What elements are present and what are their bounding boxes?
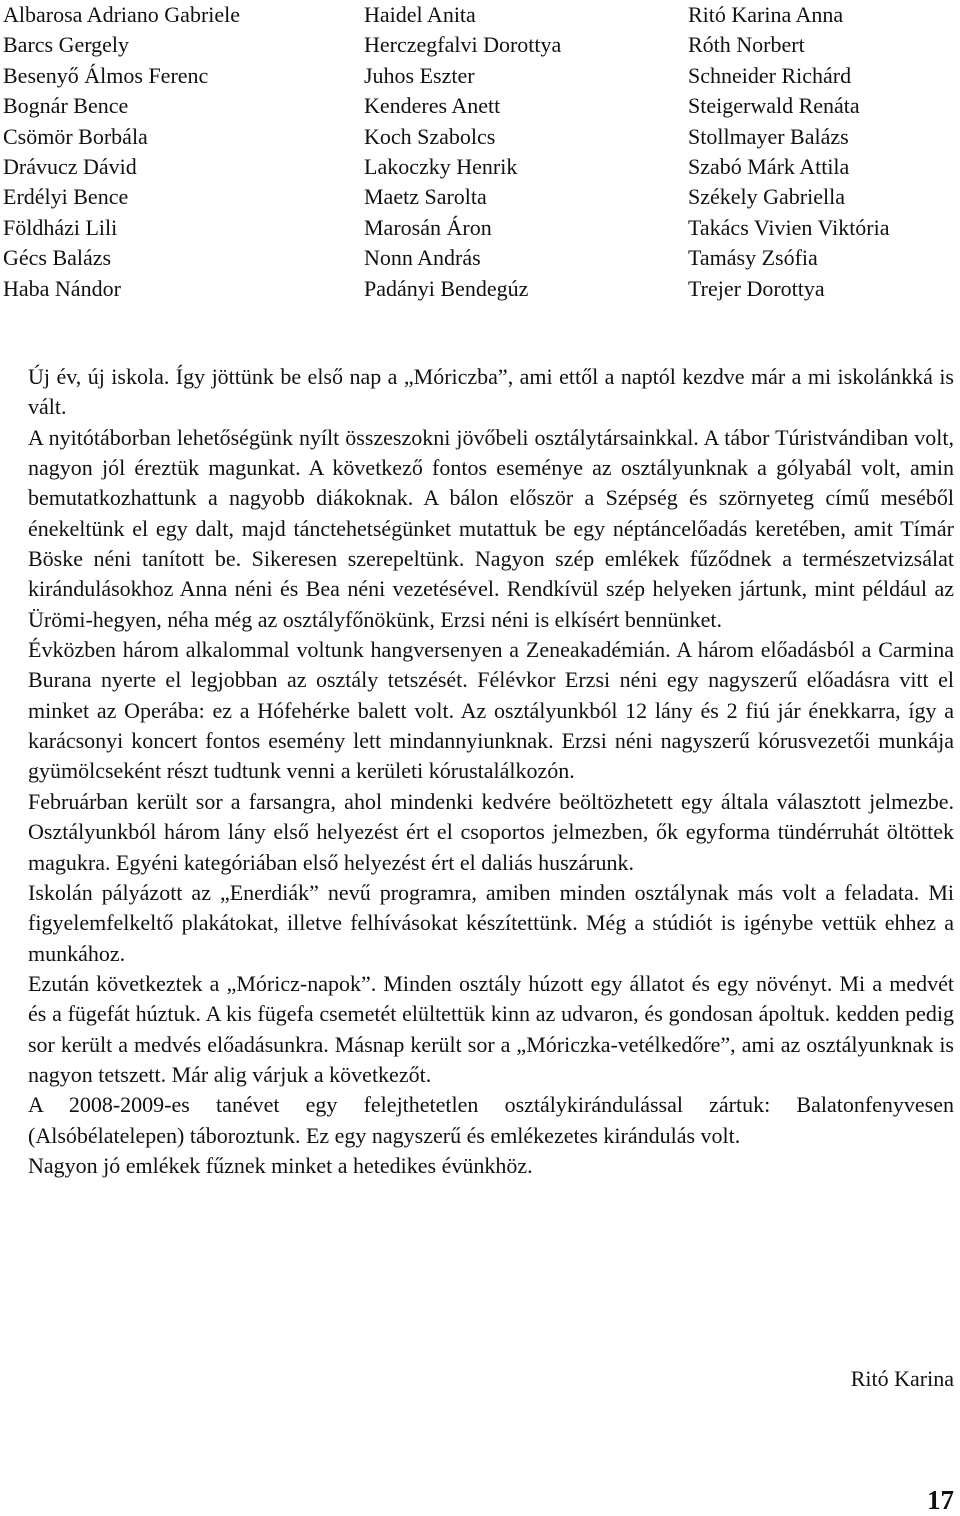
article-body <box>28 362 954 1181</box>
name-column-1 <box>3 0 240 304</box>
student-name: Lakoczky Henrik <box>364 153 518 179</box>
paragraph: Nagyon jó emlékek fűznek minket a hetedikes évünkhöz. <box>28 1152 533 1178</box>
student-name: Tamásy Zsófia <box>688 245 818 271</box>
class-name-list <box>0 0 960 310</box>
student-name: Juhos Eszter <box>364 62 475 88</box>
student-name: Szabó Márk Attila <box>688 153 850 179</box>
student-name: Takács Vivien Viktória <box>688 214 890 240</box>
student-name: Csömör Borbála <box>3 123 148 149</box>
student-name: Maetz Sarolta <box>364 184 487 210</box>
student-name: Steigerwald Renáta <box>688 93 860 119</box>
student-name: Földházi Lili <box>3 214 118 240</box>
student-name: Haba Nándor <box>3 275 121 301</box>
student-name: Schneider Richárd <box>688 62 852 88</box>
paragraph: A 2008-2009-es tanévet egy felejthetetlen osztálykirándulással zártuk: Balatonfenyvesen (Alsóbélatelepen) táboroztunk. Ez egy nagyszerű és emlékezetes kirándulás volt. <box>28 1092 954 1148</box>
name-column-3 <box>688 0 890 304</box>
page-number: 17 <box>927 1485 954 1515</box>
student-name: Erdélyi Bence <box>3 184 129 210</box>
student-name: Herczegfalvi Dorottya <box>364 32 562 58</box>
student-name: Padányi Bendegúz <box>364 275 529 301</box>
student-name: Bognár Bence <box>3 93 129 119</box>
student-name: Kenderes Anett <box>364 93 501 119</box>
student-name: Koch Szabolcs <box>364 123 496 149</box>
student-name: Róth Norbert <box>688 32 805 58</box>
student-name: Drávucz Dávid <box>3 153 137 179</box>
paragraph: Iskolán pályázott az „Enerdiák” nevű programra, amiben minden osztálynak más volt a feladata. Mi figyelemfelkeltő plakátokat, illetve felhívásokat készítettünk. Még a stúdiót is igénybe vettük ehhez a munkához. <box>28 879 954 966</box>
author-signature: Ritó Karina <box>850 1366 954 1391</box>
paragraph: Évközben három alkalommal voltunk hangversenyen a Zeneakadémián. A három előadásból a Carmina Burana nyerte el legjobban az osztály tetszését. Félévkor Erzsi néni egy nagyszerű előadásra vitt el minket az Operába: ez a Hófehérke balett volt. Az osztályunkból 12 lány és 2 fiú jár énekkarra, így a karácsonyi koncert fontos esemény lett mindannyiunknak. Erzsi néni nagyszerű kórusvezetői munkája gyümölcseként részt tudtunk venni a kerületi kórustalálkozón. <box>28 637 954 784</box>
student-name: Nonn András <box>364 245 481 271</box>
student-name: Trejer Dorottya <box>688 275 825 301</box>
student-name: Ritó Karina Anna <box>688 2 844 27</box>
student-name: Barcs Gergely <box>3 32 130 58</box>
paragraph: Új év, új iskola. Így jöttünk be első nap a „Móriczba”, ami ettől a naptól kezdve már a mi iskolánkká is vált. <box>28 364 954 420</box>
student-name: Haidel Anita <box>364 2 476 27</box>
name-column-2 <box>364 0 561 304</box>
student-name: Besenyő Álmos Ferenc <box>3 62 209 88</box>
paragraph: Februárban került sor a farsangra, ahol mindenki kedvére beöltözhetett egy általa választott jelmezbe. Osztályunkból három lány első helyezést ért el csoportos jelmezben, ők egyforma tündérruhát öltöttek magukra. Egyéni kategóriában első helyezést ért el daliás huszárunk. <box>28 788 954 875</box>
paragraph: Ezután következtek a „Móricz-napok”. Minden osztály húzott egy állatot és egy növényt. Mi a medvét és a fügefát húztuk. A kis fügefa csemetét elültettük kinn az udvaron, és gondosan ápoltuk. kedden pedig sor került a medvés előadásunkra. Másnap került sor a „Móriczka-vetélkedőre”, ami az osztályunknak is nagyon tetszett. Már alig várjuk a következőt. <box>28 970 954 1087</box>
paragraph: A nyitótáborban lehetőségünk nyílt összeszokni jövőbeli osztálytársainkkal. A tábor Túristvándiban volt, nagyon jól éreztük magunkat. A következő fontos eseménye az osztályunknak a gólyabál volt, amin bemutatkozhattunk a nagyobb diákoknak. A bálon először a Szépség és szörnyeteg című meséből énekeltünk el egy dalt, majd tánctehetségünket mutattuk be egy néptáncelőadás keretében, amit Tímár Böske néni tanított be. Sikeresen szerepeltünk. Nagyon szép emlékek fűződnek a természetvizsálat kirándulásokhoz Anna néni és Bea néni vezetésével. Rendkívül szép helyeken jártunk, mint például az Ürömi-hegyen, néha még az osztályfőnökünk, Erzsi néni is elkísért bennünket. <box>28 424 954 632</box>
student-name: Albarosa Adriano Gabriele <box>3 2 241 27</box>
student-name: Gécs Balázs <box>3 245 112 271</box>
student-name: Székely Gabriella <box>688 184 845 210</box>
student-name: Stollmayer Balázs <box>688 123 849 149</box>
student-name: Marosán Áron <box>364 214 492 240</box>
